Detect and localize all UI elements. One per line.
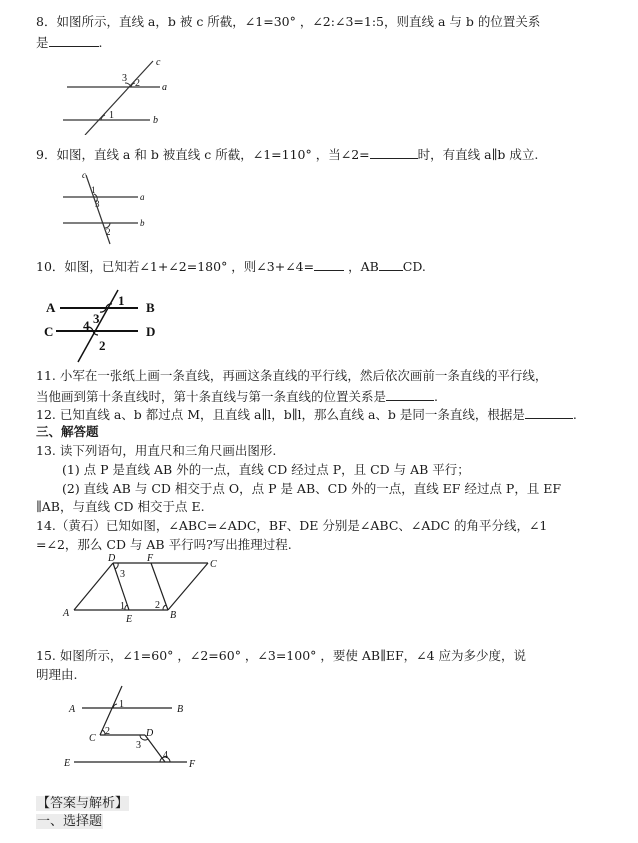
q10-label-4: 4 xyxy=(83,318,90,333)
q9-prefix: 9．如图，直线 a 和 b 被直线 c 所截，∠1=110° ，当∠2= xyxy=(36,147,370,162)
q8-label-1: 1 xyxy=(109,110,114,121)
q14-line-bc xyxy=(168,563,208,610)
q8-label-3: 3 xyxy=(122,73,127,84)
q9-answer-blank[interactable] xyxy=(370,146,418,159)
q14-arc-1 xyxy=(125,605,127,610)
q8-label-2: 2 xyxy=(135,78,140,89)
q12-text xyxy=(36,406,577,423)
q9-text xyxy=(36,146,538,163)
q10-answer-blank-2[interactable] xyxy=(379,258,403,271)
q15-label-D: D xyxy=(146,728,154,739)
q8-figure xyxy=(55,55,185,135)
q14-label-B: B xyxy=(170,610,177,621)
answers-section-1: 一、选择题 xyxy=(37,814,103,829)
q14-label-F: F xyxy=(147,553,154,564)
q12-answer-blank[interactable] xyxy=(525,406,573,419)
q8-suffix: . xyxy=(98,35,103,50)
q14-arc-2 xyxy=(163,605,166,610)
q8-arc-1 xyxy=(101,115,105,120)
section-3-title: 三、解答题 xyxy=(36,424,99,439)
q10-label-3: 3 xyxy=(93,311,100,326)
q10-text xyxy=(36,258,426,275)
q14-label-1: 1 xyxy=(120,601,125,612)
q13-item2-cont: ∥AB，与直线 CD 相交于点 E. xyxy=(36,499,205,514)
q14-text-line1: 14.（黄石）已知如图，∠ABC=∠ADC，BF、DE 分别是∠ABC、∠ADC 的角平分线，∠1 xyxy=(36,518,548,533)
q15-label-A: A xyxy=(69,704,76,715)
q8-text-line2 xyxy=(36,34,103,51)
q14-label-D: D xyxy=(108,553,116,564)
q12-prefix: 12. 已知直线 a、b 都过点 M，且直线 a∥l，b∥l，那么直线 a、b 是同一条直线，根据是 xyxy=(36,407,525,422)
q10-label-B: B xyxy=(146,300,155,315)
q15-line-c-up xyxy=(100,686,122,735)
q12-suffix: . xyxy=(572,407,577,422)
q10-label-D: D xyxy=(146,324,156,339)
q8-text-line1: 8．如图所示，直线 a，b 被 c 所截，∠1=30° ，∠2:∠3=1:5，则直线 a 与 b 的位置关系 xyxy=(36,14,541,29)
q15-label-F: F xyxy=(189,759,196,770)
q15-label-B: B xyxy=(177,704,184,715)
q10-middle: ，AB xyxy=(344,259,379,274)
q14-line-ad xyxy=(74,563,113,610)
q14-figure xyxy=(60,553,230,628)
q9-label-1: 1 xyxy=(91,185,96,195)
q9-label-c: c xyxy=(82,170,86,180)
q15-label-1: 1 xyxy=(119,699,124,710)
q8-answer-blank[interactable] xyxy=(49,34,99,47)
q13-item2: (2) 直线 AB 与 CD 相交于点 O，点 P 是 AB、CD 外的一点，直线 EF 经过点 P，且 EF xyxy=(62,481,562,496)
q15-figure xyxy=(60,683,205,773)
answers-title-row xyxy=(36,795,129,812)
q14-label-A: A xyxy=(63,608,70,619)
q13-item1: (1) 点 P 是直线 AB 外的一点，直线 CD 经过点 P，且 CD 与 AB 平行； xyxy=(62,462,470,477)
q15-label-4: 4 xyxy=(163,750,168,761)
q9-label-3: 3 xyxy=(95,199,100,209)
q8-label-c: c xyxy=(156,57,161,68)
q10-label-C: C xyxy=(44,324,54,339)
q10-prefix: 10．如图，已知若∠1+∠2=180° ，则∠3+∠4= xyxy=(36,259,315,274)
q8-label-b: b xyxy=(153,115,158,126)
q11-text-line2 xyxy=(36,388,438,405)
q10-label-A: A xyxy=(46,300,56,315)
q10-suffix: CD. xyxy=(402,259,426,274)
q11-text-line1: 11. 小军在一张纸上画一条直线，再画这条直线的平行线，然后依次画前一条直线的平行线， xyxy=(36,368,548,383)
q9-label-2: 2 xyxy=(106,227,111,237)
q8-prefix: 是 xyxy=(36,35,49,50)
q14-label-2: 2 xyxy=(155,600,160,611)
q14-text-line2: =∠2，那么 CD 与 AB 平行吗?写出推理过程. xyxy=(36,537,292,552)
q15-label-C: C xyxy=(89,733,96,744)
q15-text-line2: 明理由. xyxy=(36,667,78,682)
q11-suffix: . xyxy=(434,389,438,404)
answers-title: 【答案与解析】 xyxy=(37,796,129,811)
q13-text-line1: 13. 读下列语句，用直尺和三角尺画出图形. xyxy=(36,443,277,458)
q9-suffix: 时，有直线 a∥b 成立. xyxy=(417,147,539,162)
q14-label-C: C xyxy=(210,559,217,570)
q10-label-1: 1 xyxy=(118,293,125,308)
q9-label-a: a xyxy=(140,192,145,202)
q10-figure xyxy=(38,287,168,367)
answers-section1-row xyxy=(36,813,103,830)
q8-line-c xyxy=(85,61,153,135)
q14-label-3: 3 xyxy=(120,569,125,580)
q15-text-line1: 15. 如图所示，∠1=60° ，∠2=60° ，∠3=100° ，要使 AB∥EF，∠4 应为多少度，说 xyxy=(36,648,527,663)
q15-label-3: 3 xyxy=(136,740,141,751)
q15-label-E: E xyxy=(64,758,71,769)
q11-prefix: 当他画到第十条直线时，第十条直线与第一条直线的位置关系是 xyxy=(36,389,387,404)
q10-label-2: 2 xyxy=(99,338,106,353)
q14-label-E: E xyxy=(126,614,133,625)
q9-label-b: b xyxy=(140,218,145,228)
q8-label-a: a xyxy=(162,82,167,93)
q11-answer-blank[interactable] xyxy=(386,388,434,401)
q10-answer-blank-1[interactable] xyxy=(314,258,344,271)
q14-arc-3 xyxy=(115,563,118,569)
q15-label-2: 2 xyxy=(105,726,110,737)
q9-figure xyxy=(58,170,158,245)
